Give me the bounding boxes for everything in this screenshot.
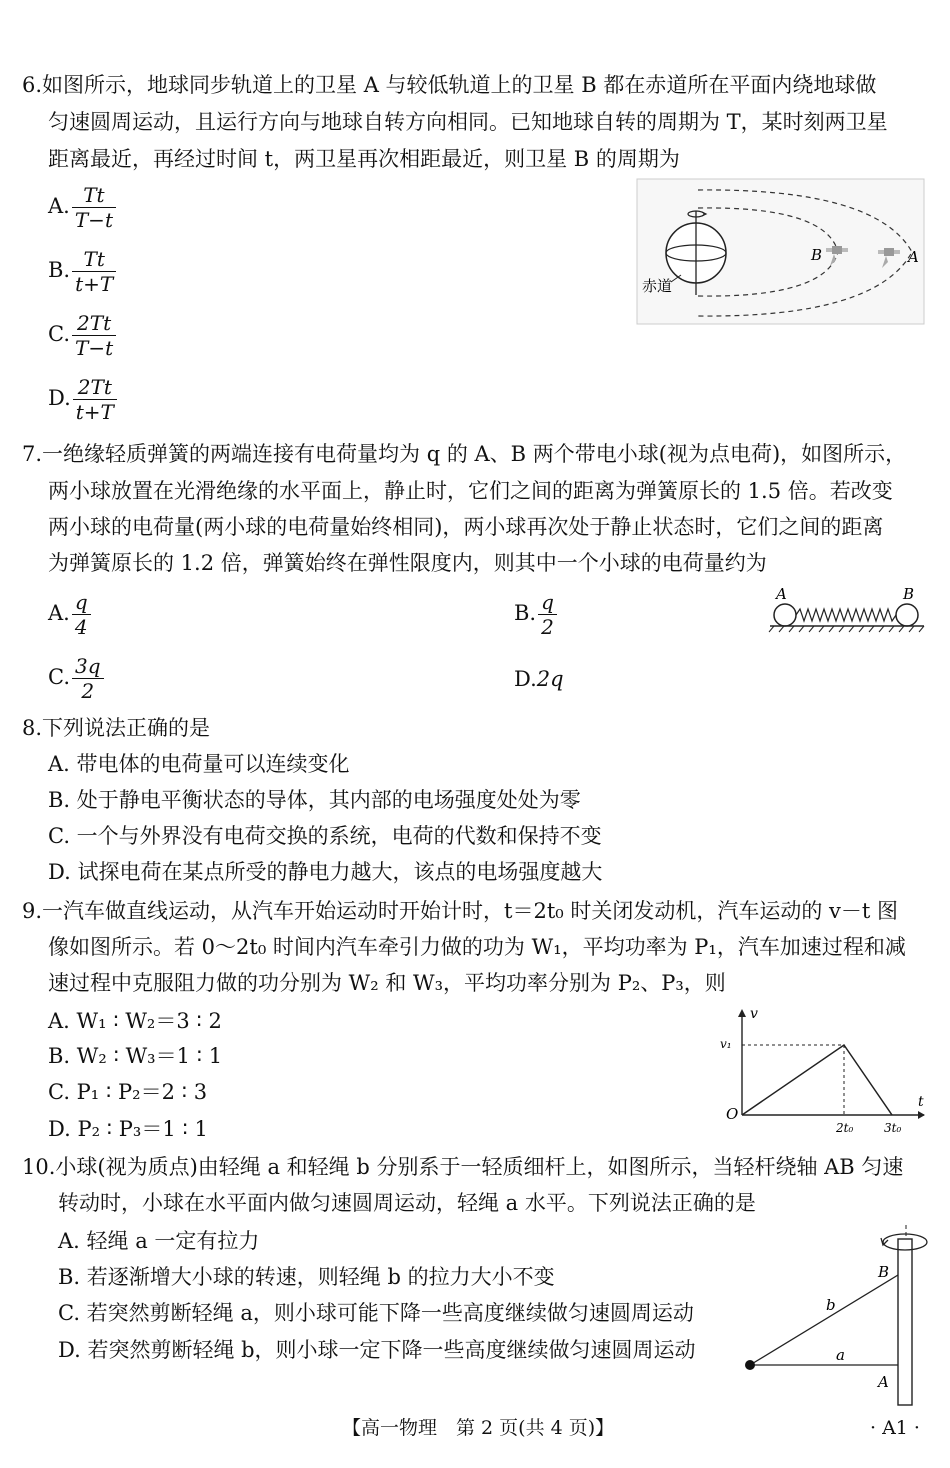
page-code: · A1 · <box>870 1417 920 1439</box>
spring <box>796 609 896 621</box>
satellite-b-label: B <box>811 246 823 264</box>
ball-b <box>896 604 918 626</box>
q10-option-b: B. 若逐渐增大小球的转速，则轻绳 b 的拉力大小不变 <box>58 1265 555 1289</box>
origin-label: O <box>726 1105 739 1123</box>
t2-label: 2t₀ <box>836 1121 854 1135</box>
q7-option-b: B. $\frac{q}{2}$ <box>514 590 557 639</box>
q9-line-2: 像如图所示。若 0～2t₀ 时间内汽车牵引力做的功为 W₁，平均功率为 P₁，汽车加速过程和减 <box>48 935 906 959</box>
q8-option-b: B. 处于静电平衡状态的导体，其内部的电场强度处处为零 <box>48 788 581 812</box>
q6-line-3: 距离最近，再经过时间 t，两卫星再次相距最近，则卫星 B 的周期为 <box>48 147 680 171</box>
v-axis-arrow-icon <box>738 1009 746 1017</box>
q7-option-c: C. $\frac{3q}{2}$ <box>48 654 104 703</box>
q6-option-c: C. $\frac{2Tt}{T-t}$ <box>48 311 116 360</box>
q10-option-d: D. 若突然剪断轻绳 b，则小球一定下降一些高度继续做匀速圆周运动 <box>58 1338 696 1362</box>
q7-line-2: 两小球放置在光滑绝缘的水平面上，静止时，它们之间的距离为弹簧原长的 1.5 倍。若改变 <box>48 479 893 503</box>
light-rod <box>898 1239 912 1405</box>
q7-line-1: 7.一绝缘轻质弹簧的两端连接有电荷量均为 q 的 A、B 两个带电小球(视为点电荷)，如图所示， <box>22 442 907 466</box>
q9-line-1: 9.一汽车做直线运动，从汽车开始运动时开始计时，t＝2t₀ 时关闭发动机，汽车运动的 v－t 图 <box>22 899 899 923</box>
point-b-label: B <box>878 1263 890 1281</box>
q10-option-a: A. 轻绳 a 一定有拉力 <box>58 1229 260 1253</box>
q7-option-a: A. $\frac{q}{4}$ <box>48 590 91 639</box>
q9-option-b: B. W₂ ∶ W₃＝1 ∶ 1 <box>48 1044 223 1068</box>
q7-option-d: D.2q <box>514 667 564 691</box>
q9-line-3: 速过程中克服阻力做的功分别为 W₂ 和 W₃，平均功率分别为 P₂、P₃，则 <box>48 971 726 995</box>
v1-label: v₁ <box>720 1037 732 1051</box>
q6-option-a: A. $\frac{Tt}{T-t}$ <box>48 183 116 232</box>
q6-line-1: 6.如图所示，地球同步轨道上的卫星 A 与较低轨道上的卫星 B 都在赤道所在平面内绕地球做 <box>22 73 877 97</box>
q10-line-2: 转动时，小球在水平面内做匀速圆周运动，轻绳 a 水平。下列说法正确的是 <box>58 1191 756 1215</box>
rope-b-label: b <box>826 1296 836 1314</box>
equator-label: 赤道 <box>642 277 673 295</box>
small-ball <box>745 1360 755 1370</box>
ball-b-label: B <box>903 585 915 603</box>
rope-a-label: a <box>836 1346 845 1364</box>
q6-line-2: 匀速圆周运动，且运行方向与地球自转方向相同。已知地球自转的周期为 T，某时刻两卫星 <box>48 110 888 134</box>
t-axis-label: t <box>918 1094 924 1110</box>
q10-line-1: 10.小球(视为质点)由轻绳 a 和轻绳 b 分别系于一轻质细杆上，如图所示，当轻杆绕轴 AB 匀速 <box>22 1155 904 1179</box>
q8-option-d: D. 试探电荷在某点所受的静电力越大，该点的电场强度越大 <box>48 860 603 884</box>
satellite-a-label: A <box>908 248 919 266</box>
q6-option-b: B. $\frac{Tt}{t+T}$ <box>48 247 116 296</box>
q6-option-d: D. $\frac{2Tt}{t+T}$ <box>48 375 117 424</box>
velocity-time-graph <box>718 1005 930 1137</box>
q8-option-c: C. 一个与外界没有电荷交换的系统，电荷的代数和保持不变 <box>48 824 602 848</box>
q7-line-3: 两小球的电荷量(两小球的电荷量始终相同)，两小球再次处于静止状态时，它们之间的距离 <box>48 515 884 539</box>
q8-option-a: A. 带电体的电荷量可以连续变化 <box>48 752 350 776</box>
q7-line-4: 为弹簧原长的 1.2 倍，弹簧始终在弹性限度内，则其中一个小球的电荷量约为 <box>48 551 767 575</box>
q9-option-c: C. P₁ ∶ P₂＝2 ∶ 3 <box>48 1080 208 1104</box>
q10-option-c: C. 若突然剪断轻绳 a，则小球可能下降一些高度继续做匀速圆周运动 <box>58 1301 694 1325</box>
ground-hatching <box>769 626 924 632</box>
ball-a-label: A <box>776 585 787 603</box>
v-axis-label: v <box>750 1006 758 1022</box>
t-axis-arrow-icon <box>918 1111 925 1119</box>
q8-line-1: 8.下列说法正确的是 <box>22 716 211 740</box>
spring-figure <box>766 584 928 634</box>
ball-a <box>774 604 796 626</box>
velocity-line <box>742 1045 892 1115</box>
rope-b <box>750 1275 898 1365</box>
q9-option-a: A. W₁ ∶ W₂＝3 ∶ 2 <box>48 1009 222 1033</box>
page-footer: 【高一物理 第 2 页(共 4 页)】 <box>342 1417 615 1439</box>
satellite-orbit-figure <box>636 178 926 326</box>
rotating-rod-figure <box>738 1225 928 1410</box>
q9-option-d: D. P₂ ∶ P₃＝1 ∶ 1 <box>48 1117 208 1141</box>
point-a-label: A <box>878 1373 889 1391</box>
t3-label: 3t₀ <box>884 1121 902 1135</box>
